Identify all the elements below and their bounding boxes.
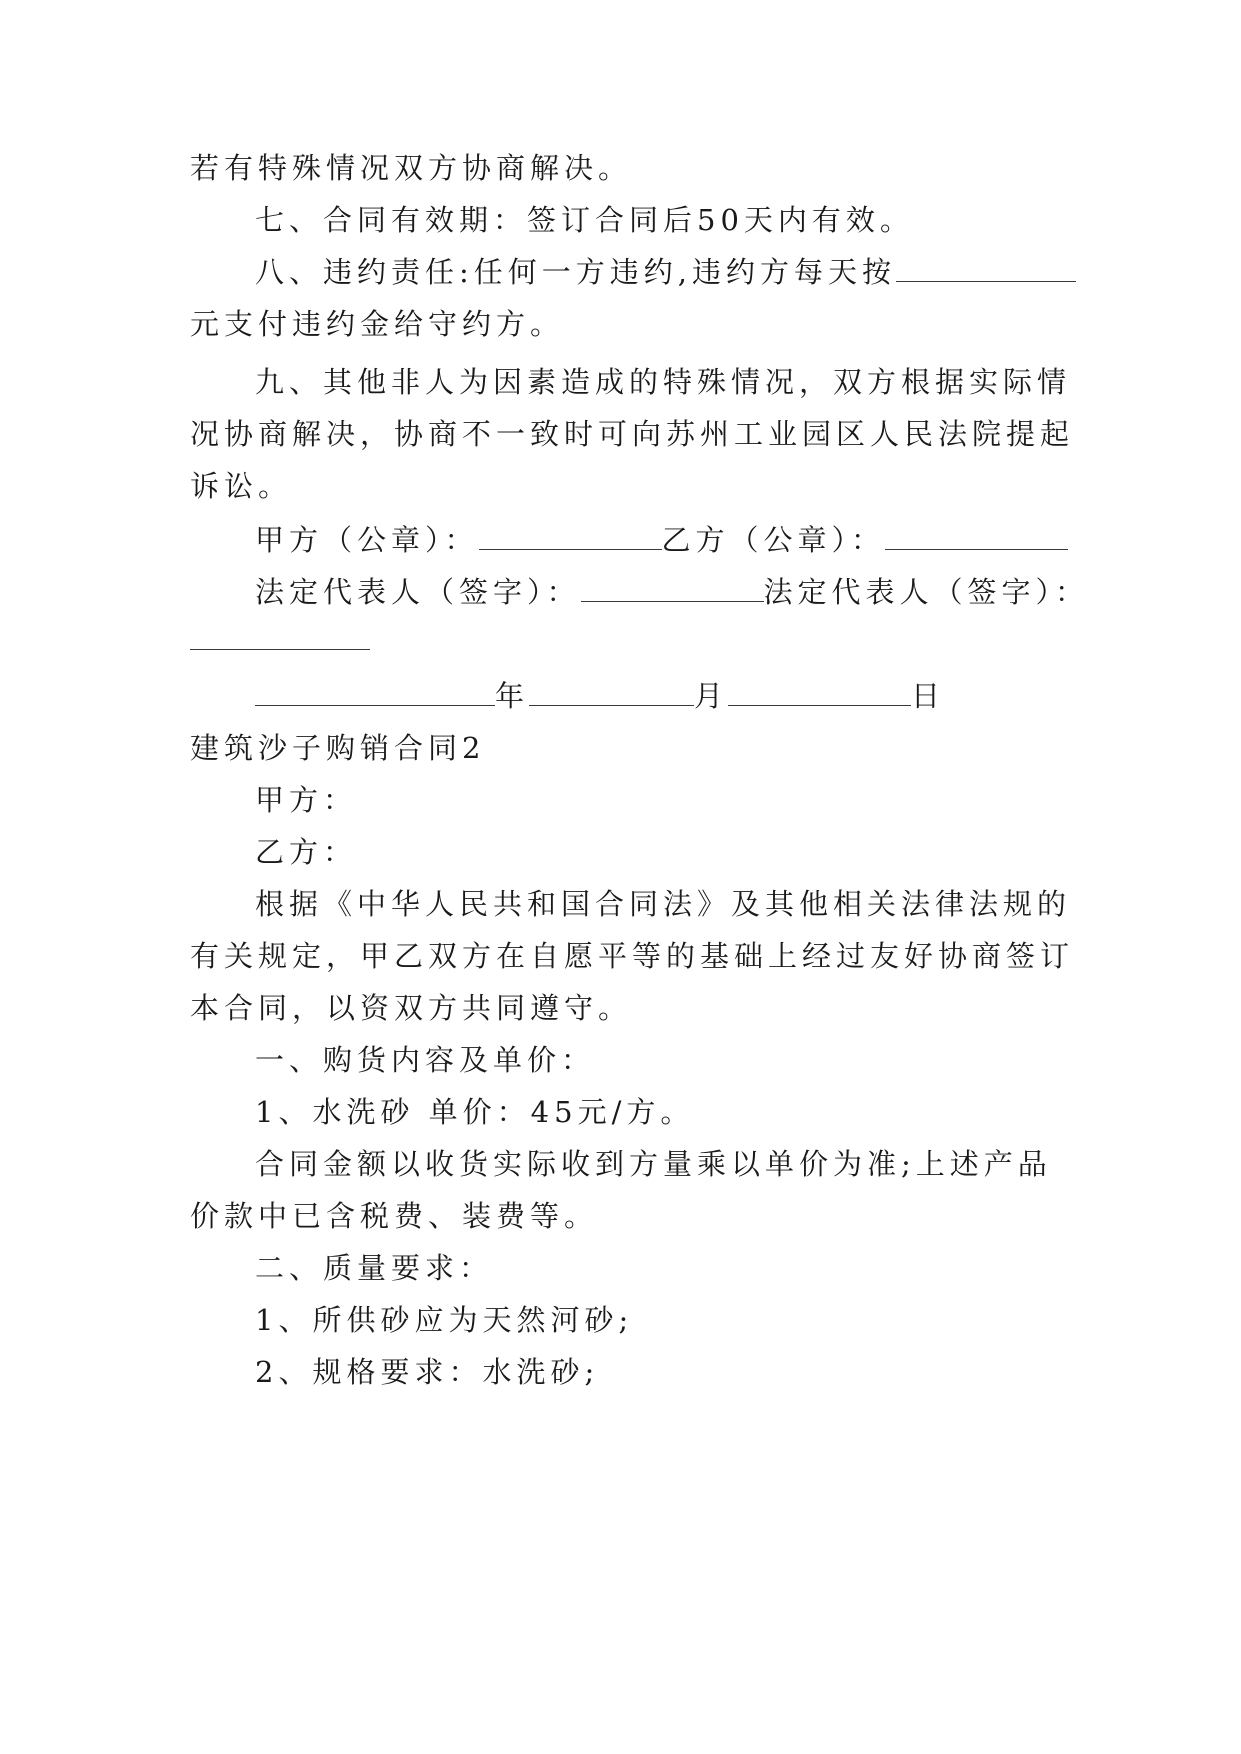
section-one-heading	[255, 1040, 1135, 1080]
text: 二、质量要求：	[255, 1251, 494, 1285]
clause-seven	[255, 200, 1135, 240]
quality-item-one	[255, 1300, 1135, 1340]
party-b-rep-label: 法定代表人（签字）：	[763, 575, 1090, 609]
text: 1、所供砂应为天然河砂;	[255, 1303, 634, 1337]
section-two-heading	[255, 1248, 1135, 1288]
paragraph-special-cases	[190, 148, 1070, 188]
month-blank[interactable]	[529, 681, 694, 706]
text: 九、其他非人为因素造成的特殊情况，双方根据实际情	[255, 365, 1072, 399]
party-a-rep-label: 法定代表人（签字）：	[255, 575, 581, 609]
text: 价款中已含税费、装费等。	[190, 1199, 599, 1233]
text: 况协商解决，协商不一致时可向苏州工业园区人民法院提起	[190, 417, 1075, 451]
text: 1、水洗砂 单价：45元/方。	[255, 1095, 695, 1129]
contract-title	[190, 728, 1070, 768]
text: 诉讼。	[190, 469, 293, 503]
text: 乙方：	[255, 835, 358, 869]
month-label: 月	[694, 679, 729, 713]
party-a-line	[255, 780, 1135, 820]
clause-nine-line2	[190, 414, 1075, 454]
clause-eight-cont	[190, 304, 1070, 344]
year-blank[interactable]	[255, 681, 495, 706]
party-b-seal-label: 乙方（公章）：	[661, 523, 886, 557]
intro-line1	[255, 884, 1135, 924]
text: 七、合同有效期：签订合同后50天内有效。	[255, 203, 914, 237]
clause-eight	[255, 252, 1135, 292]
text: 有关规定，甲乙双方在自愿平等的基础上经过友好协商签订	[190, 939, 1075, 973]
text: 元支付违约金给守约方。	[190, 307, 565, 341]
amount-line2	[190, 1196, 1070, 1236]
party-a-seal-label: 甲方（公章）：	[255, 523, 479, 557]
text: 本合同，以资双方共同遵守。	[190, 991, 633, 1025]
intro-line2	[190, 936, 1075, 976]
party-b-rep-blank[interactable]	[190, 625, 370, 650]
date-line	[255, 676, 1135, 716]
party-b-line	[255, 832, 1135, 872]
clause-nine-line1	[255, 362, 1135, 402]
quality-item-two	[255, 1352, 1135, 1392]
year-label: 年	[495, 679, 530, 713]
text: 若有特殊情况双方协商解决。	[190, 151, 633, 185]
intro-line3	[190, 988, 1070, 1028]
party-a-seal-blank[interactable]	[479, 525, 662, 550]
representative-line-cont	[190, 620, 1070, 660]
seal-line	[255, 520, 1135, 560]
text: 根据《中华人民共和国合同法》及其他相关法律法规的	[255, 887, 1072, 921]
item-one	[255, 1092, 1135, 1132]
text: 一、购货内容及单价：	[255, 1043, 596, 1077]
penalty-amount-blank[interactable]	[896, 257, 1076, 282]
representative-line	[255, 572, 1135, 612]
clause-nine-line3	[190, 466, 1070, 506]
text: 建筑沙子购销合同2	[190, 731, 486, 765]
party-b-seal-blank[interactable]	[885, 525, 1068, 550]
amount-line1	[255, 1144, 1135, 1184]
party-a-rep-blank[interactable]	[581, 577, 764, 602]
text: 甲方：	[255, 783, 358, 817]
day-blank[interactable]	[728, 681, 911, 706]
text: 八、违约责任:任何一方违约,违约方每天按	[255, 255, 896, 289]
day-label: 日	[911, 679, 946, 713]
text: 2、规格要求：水洗砂;	[255, 1355, 600, 1389]
text: 合同金额以收货实际收到方量乘以单价为准;上述产品	[255, 1147, 1052, 1181]
